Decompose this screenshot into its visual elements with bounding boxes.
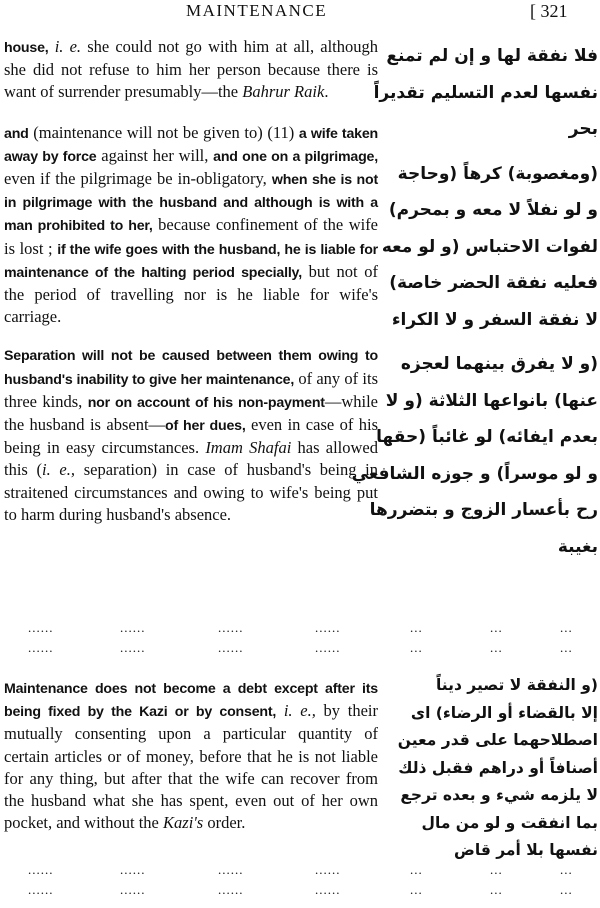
ellipsis-mark-ar: ... xyxy=(560,640,573,655)
english-column xyxy=(4,36,378,526)
ellipsis-mark: ...... xyxy=(120,882,146,897)
arabic-block-3 xyxy=(351,346,598,565)
ellipsis-mark: ...... xyxy=(218,620,244,635)
text-run: even if the pilgrimage be in-obligatory, xyxy=(4,169,272,189)
arabic-line: نفسها لعدم التسليم تقديراً xyxy=(373,82,598,103)
ellipsis-mark-ar: ... xyxy=(560,620,573,635)
english-paragraph-3 xyxy=(4,344,378,526)
ellipsis-row-3 xyxy=(0,862,600,880)
ellipsis-mark-ar: ... xyxy=(490,882,503,897)
arabic-line: إلا بالقضاء أو الرضاء) اى xyxy=(410,703,598,722)
text-run: separation) in case of husband's being in straitened circumstances and owing to wife's being put to harm during husband's absence. xyxy=(4,460,378,524)
text-run: order. xyxy=(203,813,246,833)
ellipsis-mark-ar: ... xyxy=(410,620,423,635)
ellipsis-mark: ...... xyxy=(28,620,54,635)
ellipsis-mark: ...... xyxy=(315,882,341,897)
ellipsis-mark: ...... xyxy=(315,620,341,635)
ellipsis-row-1 xyxy=(0,620,600,638)
text-run: has allowed this ( xyxy=(4,438,378,480)
arabic-line: و لو موسراً) و جوزه الشافعي xyxy=(351,463,598,484)
bold-run: Maintenance does not become a debt except after its being fixed by the Kazi or by consent, xyxy=(4,681,378,721)
arabic-line: (و لا يفرق بينهما لعجزه xyxy=(400,354,598,374)
arabic-block-4 xyxy=(388,672,598,865)
bold-run: when she is not in pilgrimage with the husband and although is with a man prohibited to her, xyxy=(4,172,379,235)
arabic-line: فلا نفقة لها و إن لم تمنع xyxy=(386,46,598,66)
ellipsis-mark-ar: ... xyxy=(490,640,503,655)
page-number: [ 321 xyxy=(530,1,568,21)
bold-run: if the wife goes with the husband, he is liable for maintenance of the halting period specially, xyxy=(4,241,378,281)
ellipsis-mark: ...... xyxy=(28,640,54,655)
arabic-block-2 xyxy=(381,156,598,339)
arabic-line: لا يلزمه شيء و بعده ترجع xyxy=(400,786,598,804)
arabic-line: (و النفقة لا تصير ديناً xyxy=(435,676,598,694)
arabic-line: اصطلاحهما على قدر معين xyxy=(397,731,598,749)
arabic-line: لا نفقة السفر و لا الكراء xyxy=(391,309,598,330)
arabic-line: نفسها بلا أمر قاض xyxy=(454,841,598,859)
ellipsis-mark-ar: ... xyxy=(560,862,573,877)
english-paragraph-2 xyxy=(4,122,378,329)
italic-run: Imam Shafai xyxy=(205,438,292,458)
italic-run: Bahrur Raik xyxy=(242,82,325,102)
ellipsis-mark-ar: ... xyxy=(490,620,503,635)
arabic-line: أصنافاً أو دراهم فقبل ذلك xyxy=(398,758,598,777)
bold-run: nor on account of his non-payment xyxy=(87,394,325,411)
arabic-column-lower xyxy=(388,672,598,865)
arabic-block-1 xyxy=(373,38,598,148)
text-run: she could not go with him at all, although she did not refuse to him her person because there is want of surrender presumably—the xyxy=(4,37,378,102)
arabic-line: و لو نفلاً لا معه و بمحرم) xyxy=(388,200,598,220)
arabic-line: بحر xyxy=(568,119,598,139)
italic-run: Kazi's xyxy=(163,813,204,833)
text-run: even in case of his being in easy circumstances. xyxy=(4,415,379,458)
ellipsis-mark: ...... xyxy=(28,882,54,897)
bold-run: house, xyxy=(4,40,49,56)
english-paragraph-1 xyxy=(4,36,378,104)
ellipsis-mark: ...... xyxy=(218,862,244,877)
arabic-line: رح بأعسار الزوج و بتضررها xyxy=(369,500,598,520)
arabic-column xyxy=(351,38,598,565)
arabic-line: لفوات الاحتباس (و لو معه xyxy=(381,236,598,257)
ellipsis-mark-ar: ... xyxy=(410,640,423,655)
bold-run: of her dues, xyxy=(165,418,246,435)
ellipsis-mark: ...... xyxy=(315,862,341,877)
text-run: because confinement of the wife is lost ; xyxy=(4,215,379,258)
text-run: against her will, xyxy=(96,145,214,165)
text-run: of any of its three kinds, xyxy=(4,368,379,411)
english-column-lower xyxy=(4,677,378,834)
italic-run: i. e. xyxy=(54,37,82,56)
bold-run: Separation will not be caused between them owing to husband's inability to give her maintenance, xyxy=(4,348,378,388)
bold-run: a wife taken away by force xyxy=(4,125,378,165)
ellipsis-mark-ar: ... xyxy=(410,862,423,877)
english-paragraph-4 xyxy=(4,677,378,834)
text-run: by their mutually consenting upon a particular quantity of certain articles or of money, before that he is not liable for any thing, but after that the wife can recover from the husband what she has spent, even out of her own pocket, and without the xyxy=(4,701,378,833)
ellipsis-mark: ...... xyxy=(218,882,244,897)
arabic-line: عنها) بانواعها الثلاثة (و لا xyxy=(385,390,598,411)
ellipsis-mark: ...... xyxy=(28,862,54,877)
ellipsis-mark-ar: ... xyxy=(410,882,423,897)
arabic-line: بما انفقت و لو من مال xyxy=(421,813,598,832)
bold-run: and one on a pilgrimage, xyxy=(213,148,378,165)
arabic-line: بعدم ايفائه) لو غائباً (حقها xyxy=(376,427,598,447)
text-run: —while the husband is absent— xyxy=(4,391,378,435)
text-run xyxy=(276,701,284,720)
text-run: . xyxy=(324,82,329,102)
ellipsis-mark-ar: ... xyxy=(490,862,503,877)
bold-run: and xyxy=(4,125,29,142)
text-run: but not of the period of travelling nor is he liable for wife's carriage. xyxy=(4,261,378,327)
arabic-line: (ومغصوبة) كرهاً (وحاجة xyxy=(397,163,598,184)
ellipsis-mark: ...... xyxy=(218,640,244,655)
italic-run: i. e., xyxy=(42,460,76,480)
running-title: MAINTENANCE xyxy=(186,1,328,20)
ellipsis-mark: ...... xyxy=(315,640,341,655)
ellipsis-mark-ar: ... xyxy=(560,882,573,897)
ellipsis-row-2 xyxy=(0,640,600,658)
ellipsis-mark: ...... xyxy=(120,640,146,655)
ellipsis-mark: ...... xyxy=(120,862,146,877)
ellipsis-row-4 xyxy=(0,882,600,900)
arabic-line: بغيبة xyxy=(557,536,598,557)
page-header xyxy=(0,0,600,24)
text-run: (maintenance will not be given to) (11) xyxy=(28,122,299,142)
ellipsis-mark: ...... xyxy=(120,620,146,635)
arabic-line: فعليه نفقة الحضر خاصة) xyxy=(389,273,598,293)
italic-run: i. e., xyxy=(283,701,316,721)
